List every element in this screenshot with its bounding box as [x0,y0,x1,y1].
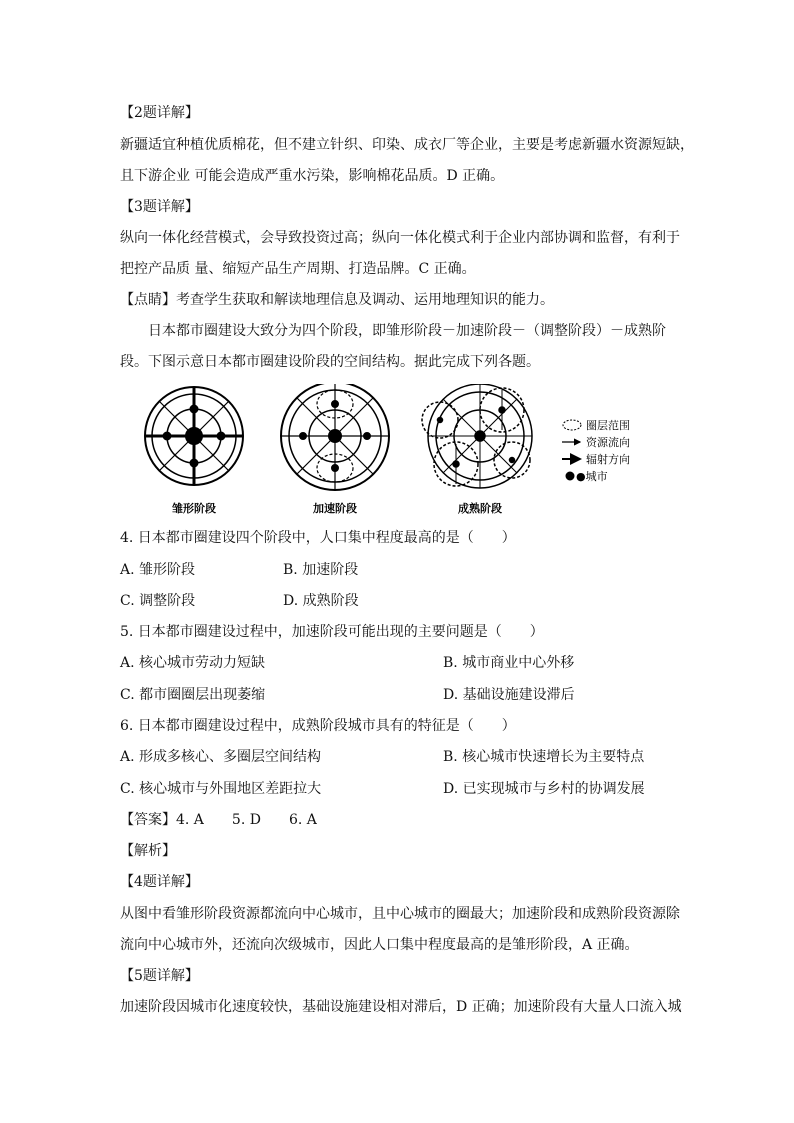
acceleration-stage-diagram [281,384,389,490]
analysis-header: 【解析】 [120,843,176,859]
embryonic-stage-diagram [145,387,243,485]
q4-option-b: B. 加速阶段 [283,562,359,578]
q6-stem: 6. 日本都市圈建设过程中，成熟阶段城市具有的特征是（ ） [120,718,516,734]
q5-option-d: D. 基础设施建设滞后 [443,687,575,703]
q4-analysis-header: 【4题详解】 [120,874,199,890]
intro-line2: 段。下图示意日本都市圈建设阶段的空间结构。据此完成下列各题。 [120,354,540,370]
q6-option-b: B. 核心城市快速增长为主要特点 [443,749,645,765]
label-acceleration-stage: 加速阶段 [313,502,357,515]
legend-resource-flow: 资源流向 [586,436,630,449]
q5-option-b: B. 城市商业中心外移 [443,655,575,671]
q4-option-c: C. 调整阶段 [120,593,196,609]
q5-option-c: C. 都市圈圈层出现萎缩 [120,687,266,703]
q5-analysis-header: 【5题详解】 [120,968,199,984]
q3-text-line2: 把控产品质 量、缩短产品生产周期、打造品牌。C 正确。 [120,261,476,277]
legend-radiation-direction: 辐射方向 [586,453,630,466]
legend-city: ●城市 [576,470,608,483]
q4-analysis-line2: 流向中心城市外，还流向次级城市，因此人口集中程度最高的是雏形阶段，A 正确。 [120,937,639,953]
label-mature-stage: 成熟阶段 [458,502,502,515]
intro-line1: 日本都市圈建设大致分为四个阶段，即雏形阶段－加速阶段－（调整阶段）－成熟阶 [148,323,666,339]
q6-option-d: D. 已实现城市与乡村的协调发展 [443,781,645,797]
q6-option-a: A. 形成多核心、多圈层空间结构 [120,749,322,765]
q4-option-a: A. 雏形阶段 [120,562,196,578]
q3-header: 【3题详解】 [120,199,199,215]
q5-analysis-line1: 加速阶段因城市化速度较快，基础设施建设相对滞后，D 正确；加速阶段有大量人口流入城 [120,999,682,1015]
legend-circle-range: 圈层范围 [586,419,630,432]
q2-text-line1: 新疆适宜种植优质棉花，但不建立针织、印染、成衣厂等企业，主要是考虑新疆水资源短缺， [120,137,694,153]
q4-option-d: D. 成熟阶段 [283,593,359,609]
dianjing-note: 【点睛】考查学生获取和解读地理信息及调动、运用地理知识的能力。 [120,292,554,308]
label-embryonic-stage: 雏形阶段 [172,502,216,515]
q6-option-c: C. 核心城市与外围地区差距拉大 [120,781,322,797]
q3-text-line1: 纵向一体化经营模式，会导致投资过高；纵向一体化模式利于企业内部协调和监督，有利于 [120,230,680,246]
q5-option-a: A. 核心城市劳动力短缺 [120,655,266,671]
q2-header: 【2题详解】 [120,105,199,121]
answers: 【答案】4. A 5. D 6. A [120,812,317,828]
mature-stage-diagram [422,384,532,488]
q5-stem: 5. 日本都市圈建设过程中，加速阶段可能出现的主要问题是（ ） [120,624,544,640]
metro-stage-figure [140,384,650,522]
q4-stem: 4. 日本都市圈建设四个阶段中，人口集中程度最高的是（ ） [120,530,516,546]
q4-analysis-line1: 从图中看雏形阶段资源都流向中心城市，且中心城市的圈最大；加速阶段和成熟阶段资源除 [120,906,680,922]
q2-text-line2: 且下游企业 可能会造成严重水污染，影响棉花品质。D 正确。 [120,168,505,184]
